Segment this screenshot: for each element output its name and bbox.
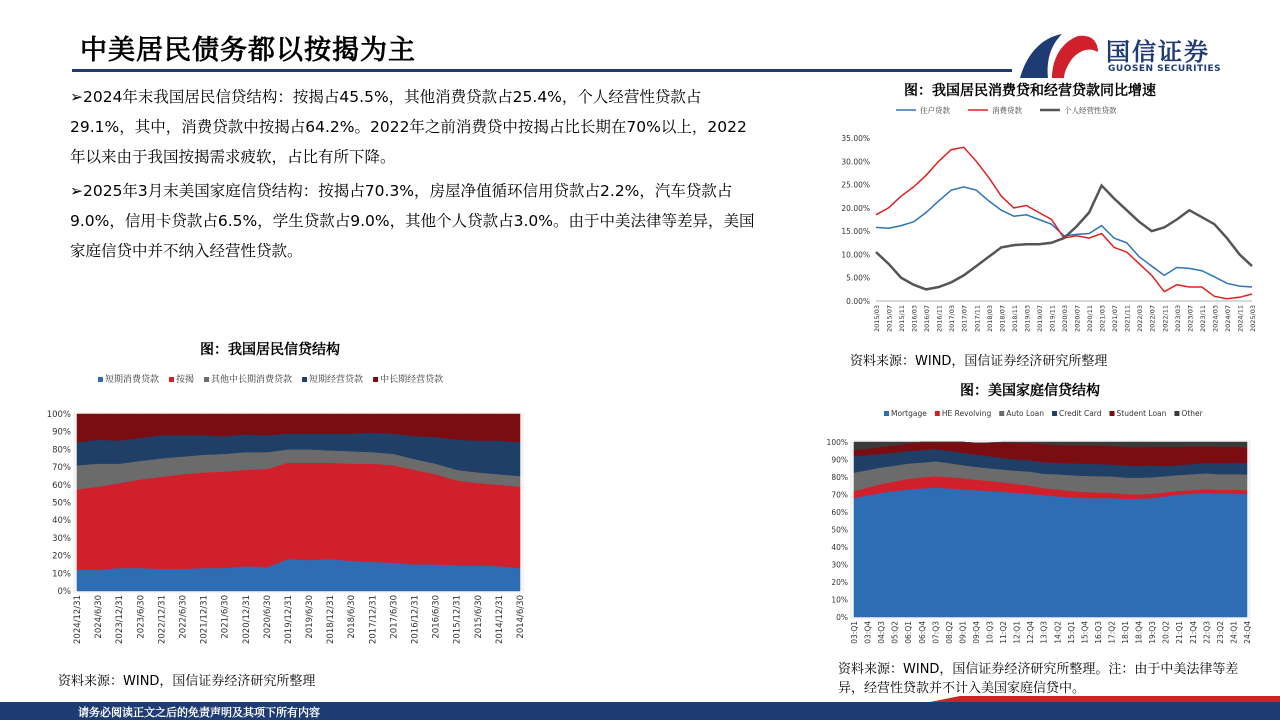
- x-tick-label: 2024/07: [1223, 305, 1232, 333]
- legend-swatch: [1110, 411, 1115, 416]
- x-tick-label: 2019/12/31: [283, 595, 294, 644]
- x-tick-label: 2018/03: [985, 305, 994, 333]
- x-tick-label: 2022/12/31: [157, 595, 168, 644]
- area-Mortgage: [854, 488, 1247, 618]
- footer-disclaimer: 请务必阅读正文之后的免责声明及其项下所有内容: [78, 706, 320, 719]
- x-tick-label: 15:Q1: [1066, 621, 1076, 644]
- x-tick-label: 2020/07: [1073, 305, 1082, 333]
- x-tick-label: 2024/12/31: [73, 595, 83, 644]
- x-tick-label: 2020/03: [1061, 305, 1069, 333]
- china-structure-source: 资料来源：WIND，国信证券经济研究所整理: [58, 674, 316, 689]
- x-tick-label: 03:Q4: [863, 621, 873, 644]
- x-tick-label: 2022/07: [1148, 305, 1157, 333]
- china-structure-chart-title: 图：我国居民信贷结构: [200, 342, 340, 358]
- x-tick-label: 2020/6/30: [262, 595, 273, 639]
- x-tick-label: 2015/12/31: [452, 595, 463, 644]
- x-tick-label: 2019/6/30: [305, 595, 316, 639]
- page-title: 中美居民债务都以按揭为主: [80, 35, 416, 66]
- x-tick-label: 2015/03: [873, 305, 881, 333]
- x-tick-label: 2025/03: [1249, 305, 1257, 333]
- x-tick-label: 2018/12/31: [326, 595, 337, 644]
- x-tick-label: 20:Q2: [1161, 621, 1171, 644]
- x-tick-label: 14:Q2: [1053, 621, 1063, 644]
- line-消费贷款: [876, 147, 1252, 298]
- legend-label: 按揭: [176, 375, 195, 385]
- x-tick-label: 2016/07: [923, 305, 932, 333]
- x-tick-label: 10:Q3: [985, 621, 995, 644]
- x-tick-label: 2020/11: [1086, 305, 1095, 333]
- x-tick-label: 2023/03: [1173, 305, 1182, 333]
- y-tick-label: 10.00%: [841, 250, 870, 260]
- y-tick-label: 30%: [831, 560, 848, 570]
- x-tick-label: 18:Q4: [1134, 621, 1144, 644]
- y-tick-label: 5.00%: [846, 273, 870, 283]
- legend-label: 住户贷款: [920, 106, 950, 115]
- y-tick-label: 10%: [52, 569, 71, 580]
- y-tick-label: 100%: [826, 438, 848, 447]
- legend-swatch: [1052, 411, 1057, 416]
- y-tick-label: 80%: [52, 445, 71, 456]
- x-tick-label: 2018/11: [1010, 305, 1019, 333]
- y-tick-label: 80%: [831, 473, 848, 482]
- china-structure-chart: [40, 362, 540, 662]
- y-tick-label: 10%: [831, 595, 848, 605]
- y-tick-label: 20.00%: [841, 203, 870, 213]
- y-tick-label: 40%: [52, 516, 71, 527]
- y-tick-label: 50%: [831, 525, 848, 535]
- x-tick-label: 2018/07: [998, 305, 1007, 333]
- x-tick-label: 18:Q1: [1121, 621, 1131, 644]
- x-tick-label: 2015/11: [898, 305, 907, 333]
- growth-chart-title: 图：我国居民消费贷和经营贷款同比增速: [904, 83, 1156, 99]
- x-tick-label: 2021/03: [1098, 305, 1107, 333]
- legend-label: 短期经营贷款: [309, 375, 364, 385]
- us-structure-chart: [822, 402, 1262, 652]
- legend-label: Auto Loan: [1006, 409, 1045, 418]
- legend-swatch: [98, 377, 103, 382]
- x-tick-label: 2016/11: [935, 305, 944, 333]
- y-tick-label: 35.00%: [841, 134, 870, 143]
- y-tick-label: 100%: [46, 410, 71, 420]
- legend-label: 短期消费贷款: [105, 375, 160, 385]
- x-tick-label: 03:Q1: [850, 621, 859, 644]
- legend-swatch: [935, 411, 940, 416]
- x-tick-label: 19:Q3: [1148, 621, 1158, 644]
- line-个人经营性贷款: [876, 186, 1252, 290]
- y-tick-label: 70%: [52, 463, 71, 474]
- x-tick-label: 07:Q3: [931, 621, 941, 644]
- y-tick-label: 90%: [831, 455, 848, 465]
- legend-label: 中长期经营贷款: [380, 375, 444, 385]
- x-tick-label: 04:Q3: [877, 621, 887, 644]
- y-tick-label: 30.00%: [841, 157, 870, 167]
- x-tick-label: 23:Q2: [1215, 621, 1225, 644]
- y-tick-label: 30%: [52, 533, 71, 544]
- x-tick-label: 2019/11: [1048, 305, 1057, 333]
- y-tick-label: 50%: [52, 498, 71, 509]
- footer-decoration: [900, 696, 1280, 720]
- x-tick-label: 2022/11: [1161, 305, 1170, 333]
- x-tick-label: 2014/6/30: [516, 595, 526, 639]
- y-tick-label: 60%: [52, 480, 71, 491]
- legend-swatch: [373, 377, 378, 382]
- x-tick-label: 2017/6/30: [389, 595, 400, 639]
- x-tick-label: 2016/03: [910, 305, 919, 333]
- x-tick-label: 16:Q3: [1093, 621, 1103, 644]
- x-tick-label: 2024/11: [1236, 305, 1245, 333]
- legend-swatch: [169, 377, 174, 382]
- x-tick-label: 22:Q3: [1202, 621, 1212, 644]
- x-tick-label: 2017/07: [960, 305, 969, 333]
- legend-swatch: [204, 377, 209, 382]
- y-tick-label: 60%: [831, 508, 848, 517]
- x-tick-label: 2023/12/31: [115, 595, 126, 644]
- x-tick-label: 2016/6/30: [431, 595, 442, 639]
- logo-subtitle: GUOSEN SECURITIES: [1108, 64, 1222, 74]
- y-tick-label: 0%: [836, 613, 848, 622]
- y-tick-label: 70%: [831, 490, 848, 500]
- y-tick-label: 15.00%: [841, 227, 870, 237]
- legend-swatch: [1174, 411, 1179, 416]
- x-tick-label: 2015/6/30: [473, 595, 484, 639]
- y-tick-label: 0%: [57, 587, 71, 597]
- x-tick-label: 08:Q2: [944, 621, 954, 644]
- bullet-us: ➢2025年3月末美国家庭信贷结构：按揭占70.3%，房屋净值循环信用贷款占2.2%，汽车贷款占9.0%，信用卡贷款占6.5%，学生贷款占9.0%，其他个人贷款占3.0%。由于中美法律等差异，美国家庭信贷中并不纳入经营性贷款。: [70, 182, 755, 260]
- guosen-logo-icon: [1018, 28, 1100, 80]
- x-tick-label: 12:Q1: [1012, 621, 1022, 644]
- x-tick-label: 2019/03: [1023, 305, 1032, 333]
- x-tick-label: 2023/6/30: [136, 595, 147, 639]
- growth-chart: [822, 100, 1262, 345]
- x-tick-label: 2015/07: [885, 305, 894, 333]
- x-tick-label: 21:Q1: [1175, 621, 1185, 644]
- legend-label: Student Loan: [1116, 409, 1167, 418]
- x-tick-label: 2022/6/30: [178, 595, 189, 639]
- logo-name: 国信证券: [1106, 38, 1210, 66]
- x-tick-label: 15:Q4: [1080, 621, 1090, 644]
- x-tick-label: 09:Q4: [971, 621, 981, 644]
- x-tick-label: 11:Q2: [999, 621, 1009, 644]
- x-tick-label: 2023/07: [1186, 305, 1195, 333]
- y-tick-label: 0.00%: [846, 297, 870, 306]
- x-tick-label: 2014/12/31: [494, 595, 505, 644]
- x-tick-label: 24:Q1: [1229, 621, 1239, 644]
- y-tick-label: 40%: [831, 543, 848, 552]
- legend-label: Credit Card: [1059, 409, 1102, 418]
- x-tick-label: 2024/6/30: [94, 595, 105, 639]
- x-tick-label: 06:Q1: [904, 621, 914, 644]
- x-tick-label: 17:Q2: [1107, 621, 1117, 644]
- y-tick-label: 20%: [52, 551, 71, 562]
- x-tick-label: 13:Q3: [1039, 621, 1049, 644]
- x-tick-label: 2017/12/31: [368, 595, 379, 644]
- x-tick-label: 2020/12/31: [241, 595, 252, 644]
- us-structure-source: 资料来源：WIND，国信证券经济研究所整理。注：由于中美法律等差异，经营性贷款并不计入美国家庭信贷中。: [838, 662, 1239, 696]
- x-tick-label: 2021/6/30: [220, 595, 231, 639]
- y-tick-label: 20%: [831, 578, 848, 587]
- x-tick-label: 2019/07: [1035, 305, 1044, 333]
- x-tick-label: 2017/03: [948, 305, 957, 333]
- x-tick-label: 2021/11: [1123, 305, 1132, 333]
- y-tick-label: 90%: [52, 427, 71, 438]
- x-tick-label: 2016/12/31: [410, 595, 421, 644]
- x-tick-label: 2017/11: [973, 305, 982, 333]
- x-tick-label: 06:Q4: [917, 621, 927, 644]
- growth-source: 资料来源：WIND，国信证券经济研究所整理: [850, 354, 1108, 369]
- legend-label: Mortgage: [891, 409, 927, 418]
- x-tick-label: 2018/6/30: [347, 595, 358, 639]
- legend-swatch: [884, 411, 889, 416]
- bullet-china: ➢2024年末我国居民信贷结构：按揭占45.5%，其他消费贷款占25.4%，个人经营性贷款占29.1%，其中，消费贷款中按揭占64.2%。2022年之前消费贷中按揭占比长期在70%以上，2022年以来由于我国按揭需求疲软，占比有所下降。: [70, 88, 747, 166]
- x-tick-label: 21:Q4: [1188, 621, 1198, 644]
- legend-swatch: [302, 377, 307, 382]
- x-tick-label: 2023/11: [1198, 305, 1207, 333]
- x-tick-label: 05:Q2: [890, 621, 900, 644]
- legend-label: Other: [1181, 409, 1203, 418]
- x-tick-label: 2024/03: [1211, 305, 1220, 333]
- x-tick-label: 24:Q4: [1243, 621, 1252, 644]
- x-tick-label: 12:Q4: [1026, 621, 1036, 644]
- legend-label: 其他中长期消费贷款: [211, 375, 293, 385]
- y-tick-label: 25.00%: [841, 180, 870, 190]
- x-tick-label: 2021/12/31: [199, 595, 210, 644]
- us-structure-chart-title: 图：美国家庭信贷结构: [960, 383, 1100, 399]
- legend-swatch: [999, 411, 1004, 416]
- legend-label: 个人经营性贷款: [1064, 106, 1117, 115]
- legend-label: 消费贷款: [992, 106, 1022, 115]
- x-tick-label: 09:Q1: [958, 621, 968, 644]
- x-tick-label: 2022/03: [1136, 305, 1145, 333]
- title-underline: [72, 69, 1012, 72]
- x-tick-label: 2021/07: [1111, 305, 1120, 333]
- legend-label: HE Revolving: [941, 409, 992, 418]
